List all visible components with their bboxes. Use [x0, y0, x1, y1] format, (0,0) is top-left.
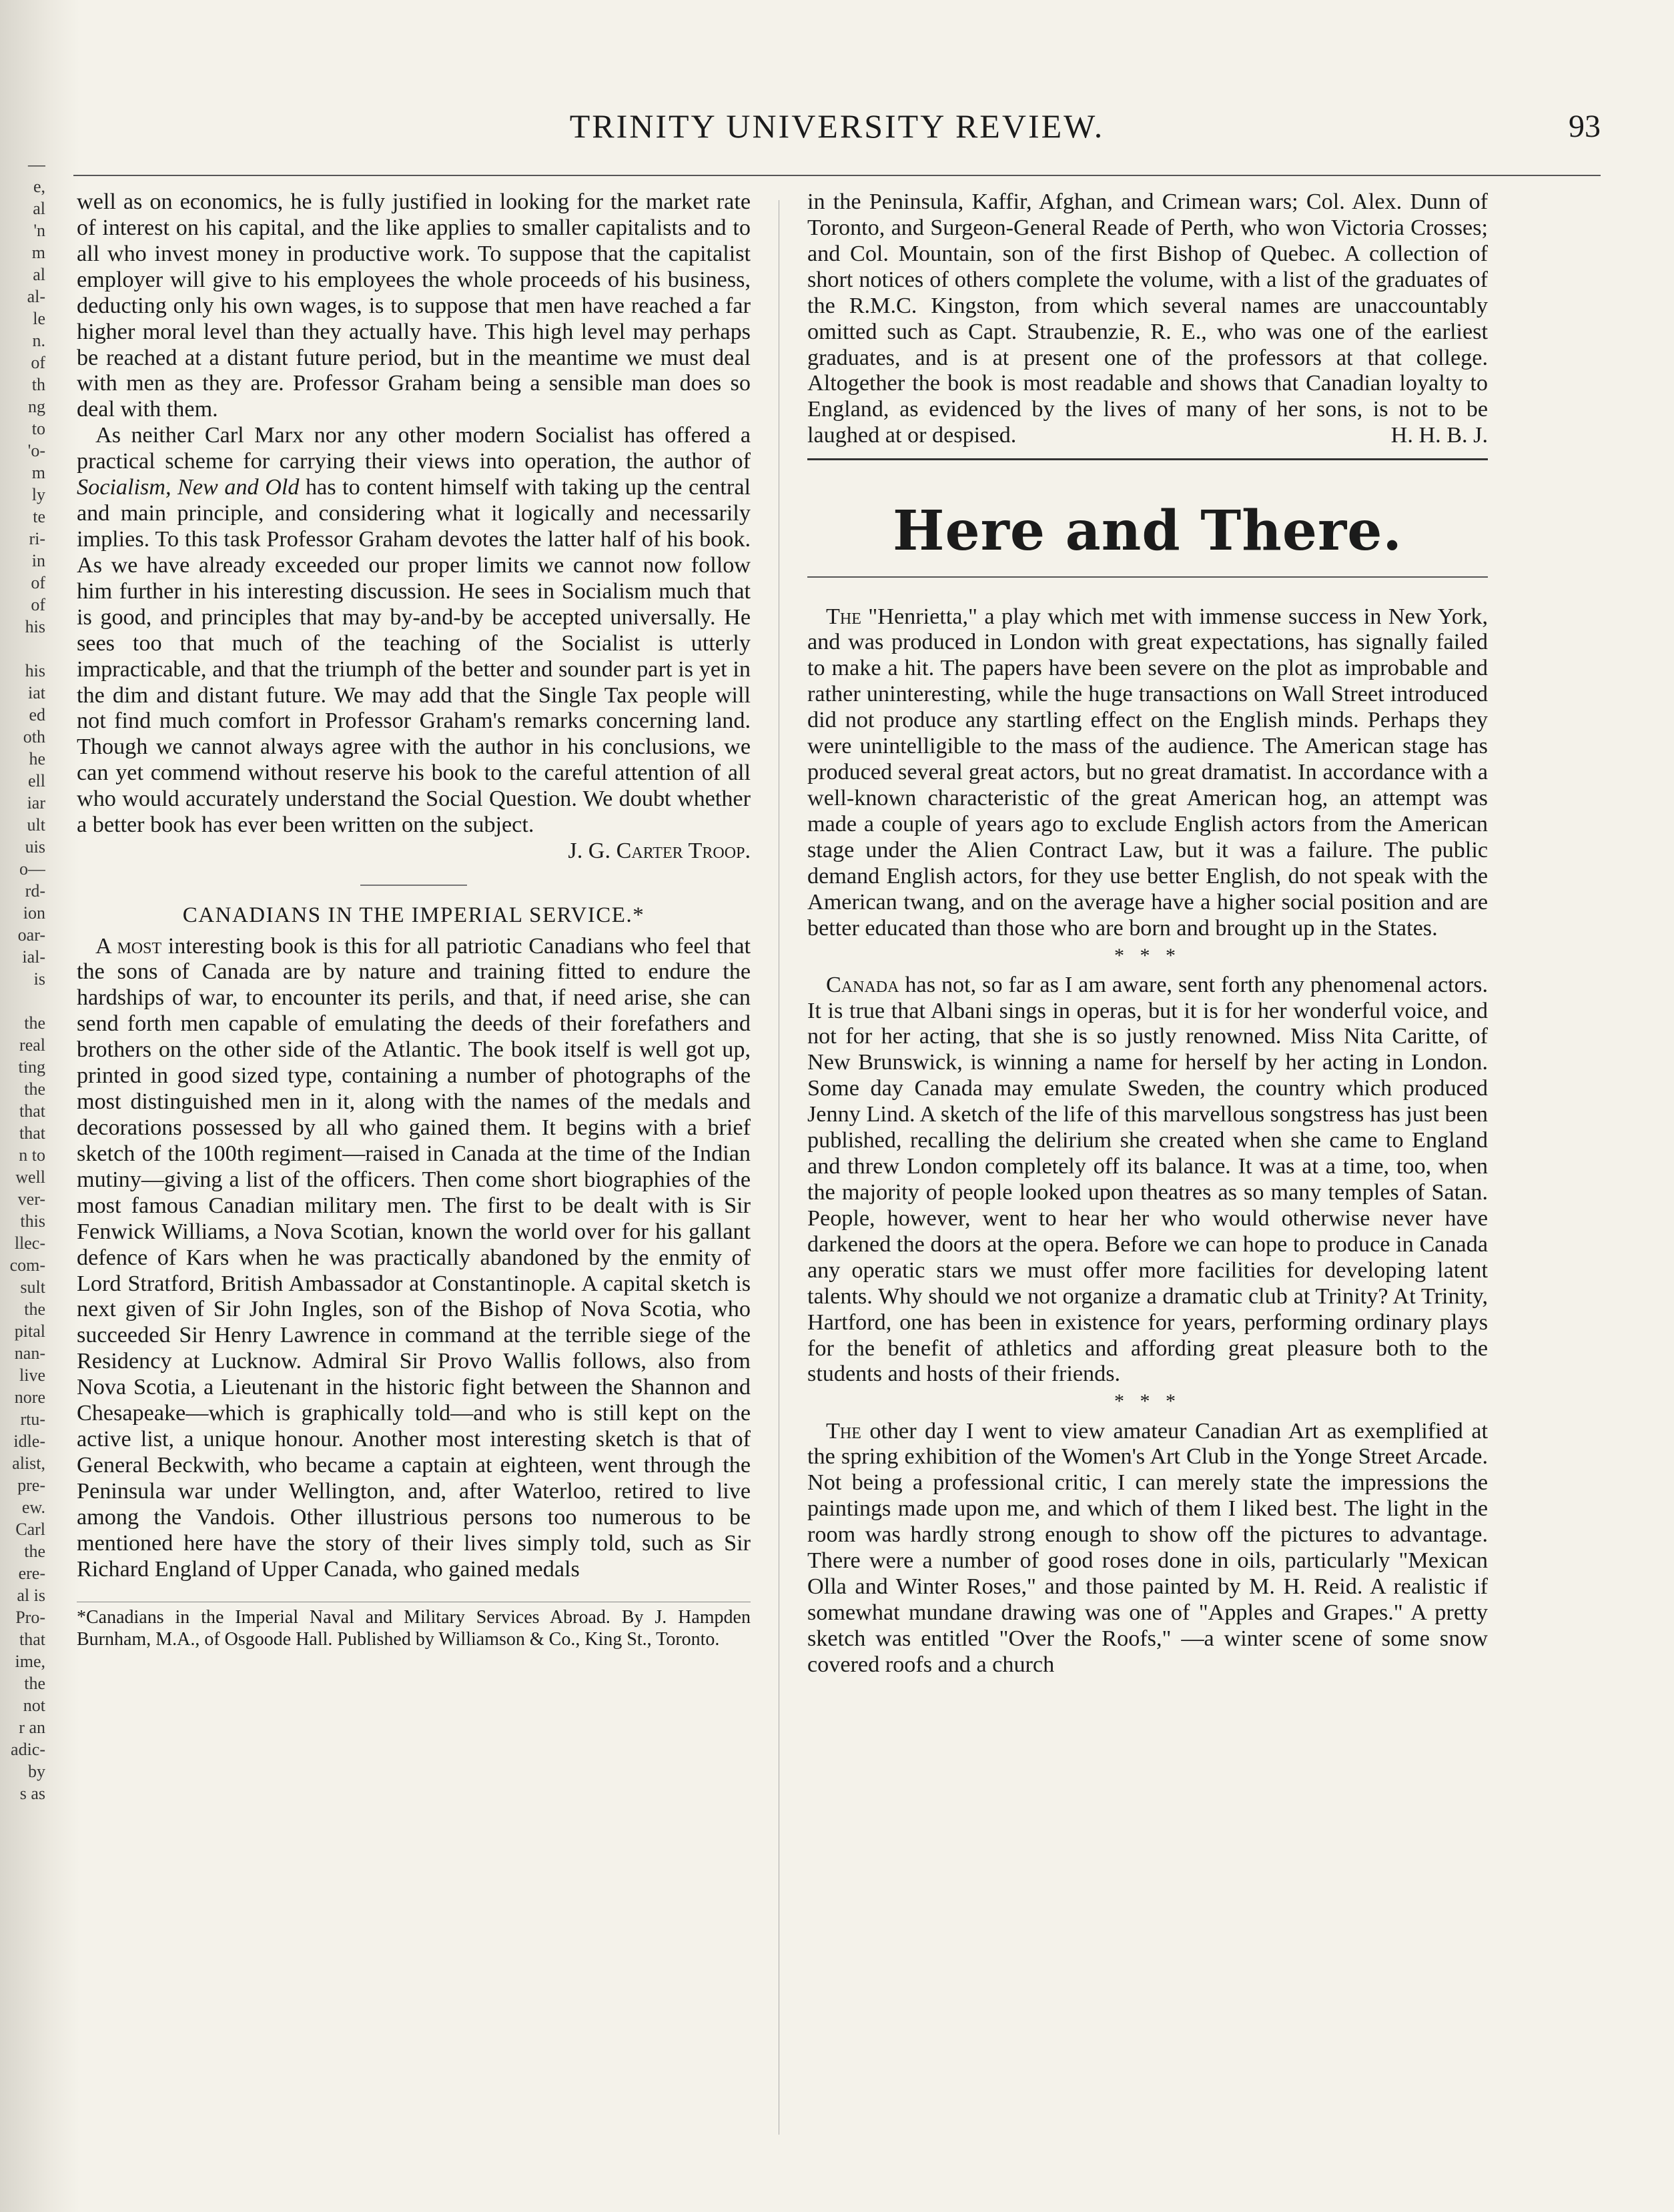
asterism: * * *	[1114, 944, 1181, 967]
gutter-fragment: ion	[23, 903, 45, 923]
author-signature: J. G. Carter Troop.	[568, 839, 751, 864]
gutter-fragment: the	[24, 1674, 45, 1693]
gutter-fragment: Carl	[15, 1520, 45, 1539]
gutter-fragment: Pro-	[15, 1608, 45, 1627]
book-title: Socialism, New and Old	[77, 475, 300, 500]
gutter-fragment: that	[19, 1630, 45, 1649]
gutter-fragment: sult	[20, 1277, 45, 1297]
section-heading: Here and There.	[893, 499, 1402, 564]
gutter-fragment: alist,	[12, 1454, 45, 1473]
heading-rule	[807, 576, 1488, 578]
gutter-fragment: well	[15, 1167, 45, 1187]
gutter-fragment: oth	[23, 727, 45, 746]
gutter-fragment: iar	[27, 793, 45, 812]
gutter-fragment: r an	[19, 1718, 45, 1737]
right-paragraph: The other day I went to view amateur Canadian Art as exemplified at the spring exhibition of the Women's Art Club in the Yonge Street Arcade. Not being a professional critic, I can merely state the impressions the paintings made upon me, and which of them I liked best. The light in the room was hardly strong enough to show off the pictures to advantage. There were a number of good roses done in oils, particularly "Mexican Olla and Winter Roses," and those painted by M. H. Reid. A realistic if somewhat mundane drawing was one of "Apples and Grapes." A pretty sketch was entitled "Over the Roofs," —a winter scene of some snow covered roofs and a church	[807, 1418, 1488, 1677]
right-paragraph: in the Peninsula, Kaffir, Afghan, and Crimean wars; Col. Alex. Dunn of Toronto, and Surgeon-General Reade of Perth, who won Victoria Crosses; and Col. Mountain, son of the first Bishop of Quebec. A collection of short notices of others complete the volume, with a list of the graduates of the R.M.C. Kingston, from which several names are unaccountably omitted such as Capt. Straubenzie, R. E., who was one of the earliest graduates, and is at present one of the professors at that college. Altogether the book is most readable and shows that Canadian loyalty to England, as evidenced by the lives of many of her sons, is not to be laughed at or despised. H. H. B. J.	[807, 189, 1488, 448]
gutter-fragment: ere-	[18, 1564, 45, 1583]
gutter-fragment: ial-	[22, 947, 45, 967]
gutter-fragment: his	[25, 661, 45, 680]
gutter-fragment: e,	[33, 177, 45, 196]
left-paragraph: well as on economics, he is fully justified in looking for the market rate of interest on his capital, and the like applies to smaller capitalists and to all who invest money in productive work. To suppose that the capitalist employer will give to his employees the whole proceeds of his business, deducting only his own wages, is to suppose that men have reached a far higher moral level than they actually have. This high level may perhaps be reached at a distant future period, but in the meantime we must deal with men as they are. Professor Graham being a sensible man does so deal with them.	[77, 189, 751, 422]
gutter-fragment: al-	[27, 287, 45, 306]
right-paragraph: Canada has not, so far as I am aware, sent forth any phenomenal actors. It is true that Albani sings in operas, but it is for her wonderful voice, and not for her acting, that she is so justly renowned. Miss Nita Caritte, of New Brunswick, is winning a name for herself by her acting in London. Some day Canada may emulate Sweden, the country which produced Jenny Lind. A sketch of the life of this marvellous songstress has just been published, recalling the delirium she created when she came to England and threw London completely off its balance. It was at a time, too, when the majority of people looked upon theatres as so many temples of Satan. People, however, went to hear her who would otherwise never have darkened the doors at the opera. Before we can hope to produce in Canada any operatic stars we must offer more facilities for developing latent talents. Why should we not organize a dramatic club at Trinity? At Trinity, Hartford, one has been in existence for years, performing ordinary plays for the benefit of athletics and affording great pleasure both to the students and hosts of their friends.	[807, 972, 1488, 1387]
gutter-fragment: nan-	[14, 1343, 45, 1363]
left-column	[77, 189, 751, 1651]
gutter-fragment: adic-	[11, 1740, 45, 1759]
section-title: CANADIANS IN THE IMPERIAL SERVICE.*	[182, 903, 645, 927]
header-rule	[73, 175, 1601, 176]
left-paragraph: As neither Carl Marx nor any other modern Socialist has offered a practical scheme for carrying their views into operation, the author of Socialism, New and Old has to content himself with taking up the central and main principle, and considering what it logically and necessarily implies. To this task Professor Graham devotes the latter half of his book. As we have already exceeded our proper limits we cannot now follow him further in his interesting discussion. He sees in Socialism much that is good, and principles that may by-and-by be accepted universally. He sees too that much of the teaching of the Socialist is utterly impracticable, and that the triumph of the better and sounder part is yet in the dim and distant future. We may add that the Single Tax people will not find much comfort in Professor Graham's remarks concerning land. Though we cannot always agree with the author in his conclusions, we can yet commend without reserve his book to the careful attention of all who would accurately understand the Social Question. We doubt whether a better book has ever been written on the subject.	[77, 423, 751, 838]
gutter-fragment: pre-	[17, 1476, 45, 1495]
gutter-fragment: to	[31, 419, 45, 438]
gutter-fragment: ly	[31, 485, 45, 504]
gutter-fragment: n to	[19, 1145, 45, 1165]
gutter-fragment: the	[24, 1299, 45, 1319]
asterism: * * *	[1114, 1390, 1181, 1413]
gutter-fragment: this	[20, 1211, 45, 1231]
gutter-fragment: com-	[9, 1255, 45, 1275]
gutter-fragment: live	[19, 1365, 45, 1385]
gutter-fragment: the	[24, 1079, 45, 1099]
gutter-fragment: o—	[19, 859, 45, 879]
gutter-fragment: ime,	[15, 1652, 45, 1671]
gutter-fragment: he	[29, 749, 45, 768]
gutter-fragment: that	[19, 1101, 45, 1121]
section-divider	[360, 885, 467, 886]
gutter-fragment: m	[31, 463, 45, 482]
gutter-fragment: te	[33, 507, 45, 526]
gutter-fragment: al	[33, 199, 45, 218]
gutter-fragment: ting	[18, 1057, 45, 1077]
gutter-fragment: ri-	[29, 529, 45, 548]
gutter-fragment: his	[25, 617, 45, 636]
gutter-fragment: in	[31, 551, 45, 570]
gutter-fragment: of	[31, 353, 45, 372]
gutter-fragment: al	[33, 265, 45, 284]
right-column	[807, 189, 1488, 1678]
gutter-fragment: ult	[27, 815, 45, 835]
gutter-fragment	[0, 638, 45, 660]
gutter-fragment: that	[19, 1123, 45, 1143]
gutter-fragment: oar-	[17, 925, 45, 945]
gutter-fragment: of	[31, 573, 45, 592]
gutter-fragment: th	[31, 375, 45, 394]
gutter-fragment: real	[19, 1035, 45, 1055]
gutter-fragment	[0, 990, 45, 1012]
gutter-fragment: le	[33, 309, 45, 328]
gutter-fragment: 'n	[33, 221, 45, 240]
left-paragraph: A most interesting book is this for all patriotic Canadians who feel that the sons of Canada are by nature and training fitted to endure the hardships of war, to encounter its perils, and that, if need arise, she can send forth men capable of emulating the deeds of their forefathers and brothers on the other side of the Atlantic. The book itself is well got up, printed in good sized type, containing a number of photographs of the most distinguished men in it, along with the names of the medals and decorations possessed by all who gained them. It begins with a brief sketch of the 100th regiment—raised in Canada at the time of the Indian mutiny—giving a list of the officers. Then come short biographies of the most famous Canadian military men. The first to be dealt with is Sir Fenwick Williams, a Nova Scotian, known the world over for his gallant defence of Kars when he was practically abandoned by the enmity of Lord Stratford, British Ambassador at Constantinople. A capital sketch is next given of Sir John Ingles, son of the Bishop of Nova Scotia, who succeeded Sir Henry Lawrence in command at the terrible siege of the Residency at Lucknow. Admiral Sir Provo Wallis follows, also from Nova Scotia, a Lieutenant in the historic fight between the Shannon and Chesapeake—which is graphically told—and who is still kept on the active list, a unique honour. Another most interesting sketch is that of General Beckwith, who became a captain at eighteen, went through the Peninsula war under Wellington, and, after Waterloo, retired to live among the Vandois. Other illustrious persons too numerous to be mentioned here have the story of their lives simply told, such as Sir Richard England of Upper Canada, who gained medals	[77, 933, 751, 1582]
footnote: *Canadians in the Imperial Naval and Military Services Abroad. By J. Hampden Burnham, M.A., of Osgoode Hall. Published by Williamson & Co., King St., Toronto.	[77, 1602, 751, 1651]
gutter-fragment: the	[24, 1013, 45, 1033]
page-header	[73, 100, 1601, 153]
journal-title: TRINITY UNIVERSITY REVIEW.	[569, 107, 1105, 145]
gutter-fragment: pital	[14, 1321, 45, 1341]
gutter-fragment: of	[31, 595, 45, 614]
gutter-fragment: not	[23, 1696, 45, 1715]
gutter-fragment: ver-	[17, 1189, 45, 1209]
gutter-fragment: 'o-	[27, 441, 45, 460]
gutter-fragment: n.	[32, 331, 45, 350]
gutter-fragment: ew.	[21, 1498, 45, 1517]
gutter-fragment: s as	[19, 1784, 45, 1803]
gutter-fragment: is	[33, 969, 45, 989]
gutter-fragment: rtu-	[20, 1410, 45, 1429]
gutter-fragment: nore	[14, 1388, 45, 1407]
page-number: 93	[1569, 109, 1601, 144]
gutter-fragment: uis	[25, 837, 45, 857]
gutter-fragment: ell	[28, 771, 45, 790]
gutter-fragment: al is	[17, 1586, 45, 1605]
gutter-fragment: rd-	[25, 881, 45, 901]
gutter-fragment: ed	[29, 705, 45, 724]
gutter-fragment: ng	[28, 397, 45, 416]
reviewer-signature: H. H. B. J.	[1390, 423, 1488, 448]
adjacent-page-fragments	[0, 153, 45, 1804]
gutter-fragment: idle-	[13, 1432, 45, 1451]
gutter-fragment: by	[28, 1762, 45, 1781]
gutter-fragment: m	[31, 243, 45, 262]
gutter-fragment: iat	[28, 683, 45, 702]
gutter-fragment: llec-	[14, 1233, 45, 1253]
review-end-rule	[807, 458, 1488, 460]
gutter-fragment: the	[24, 1542, 45, 1561]
right-paragraph: The "Henrietta," a play which met with immense success in New York, and was produced in London with great expectations, has signally failed to make a hit. The papers have been severe on the plot as improbable and rather uninteresting, while the huge transactions on Wall Street introduced did not produce any startling effect on the English minds. Perhaps they were unintelligible to the mass of the audience. The American stage has produced several great actors, but no great dramatist. In accordance with a well-known characteristic of the great American hog, an attempt was made a couple of years ago to exclude English actors from the American stage under the Alien Contract Law, but it was a failure. The public demand English actors, for they use better English, do not speak with the American twang, and on the average have a higher social position and are better educated than those who are born and brought up in the States.	[807, 604, 1488, 941]
gutter-fragment: —	[28, 155, 45, 174]
